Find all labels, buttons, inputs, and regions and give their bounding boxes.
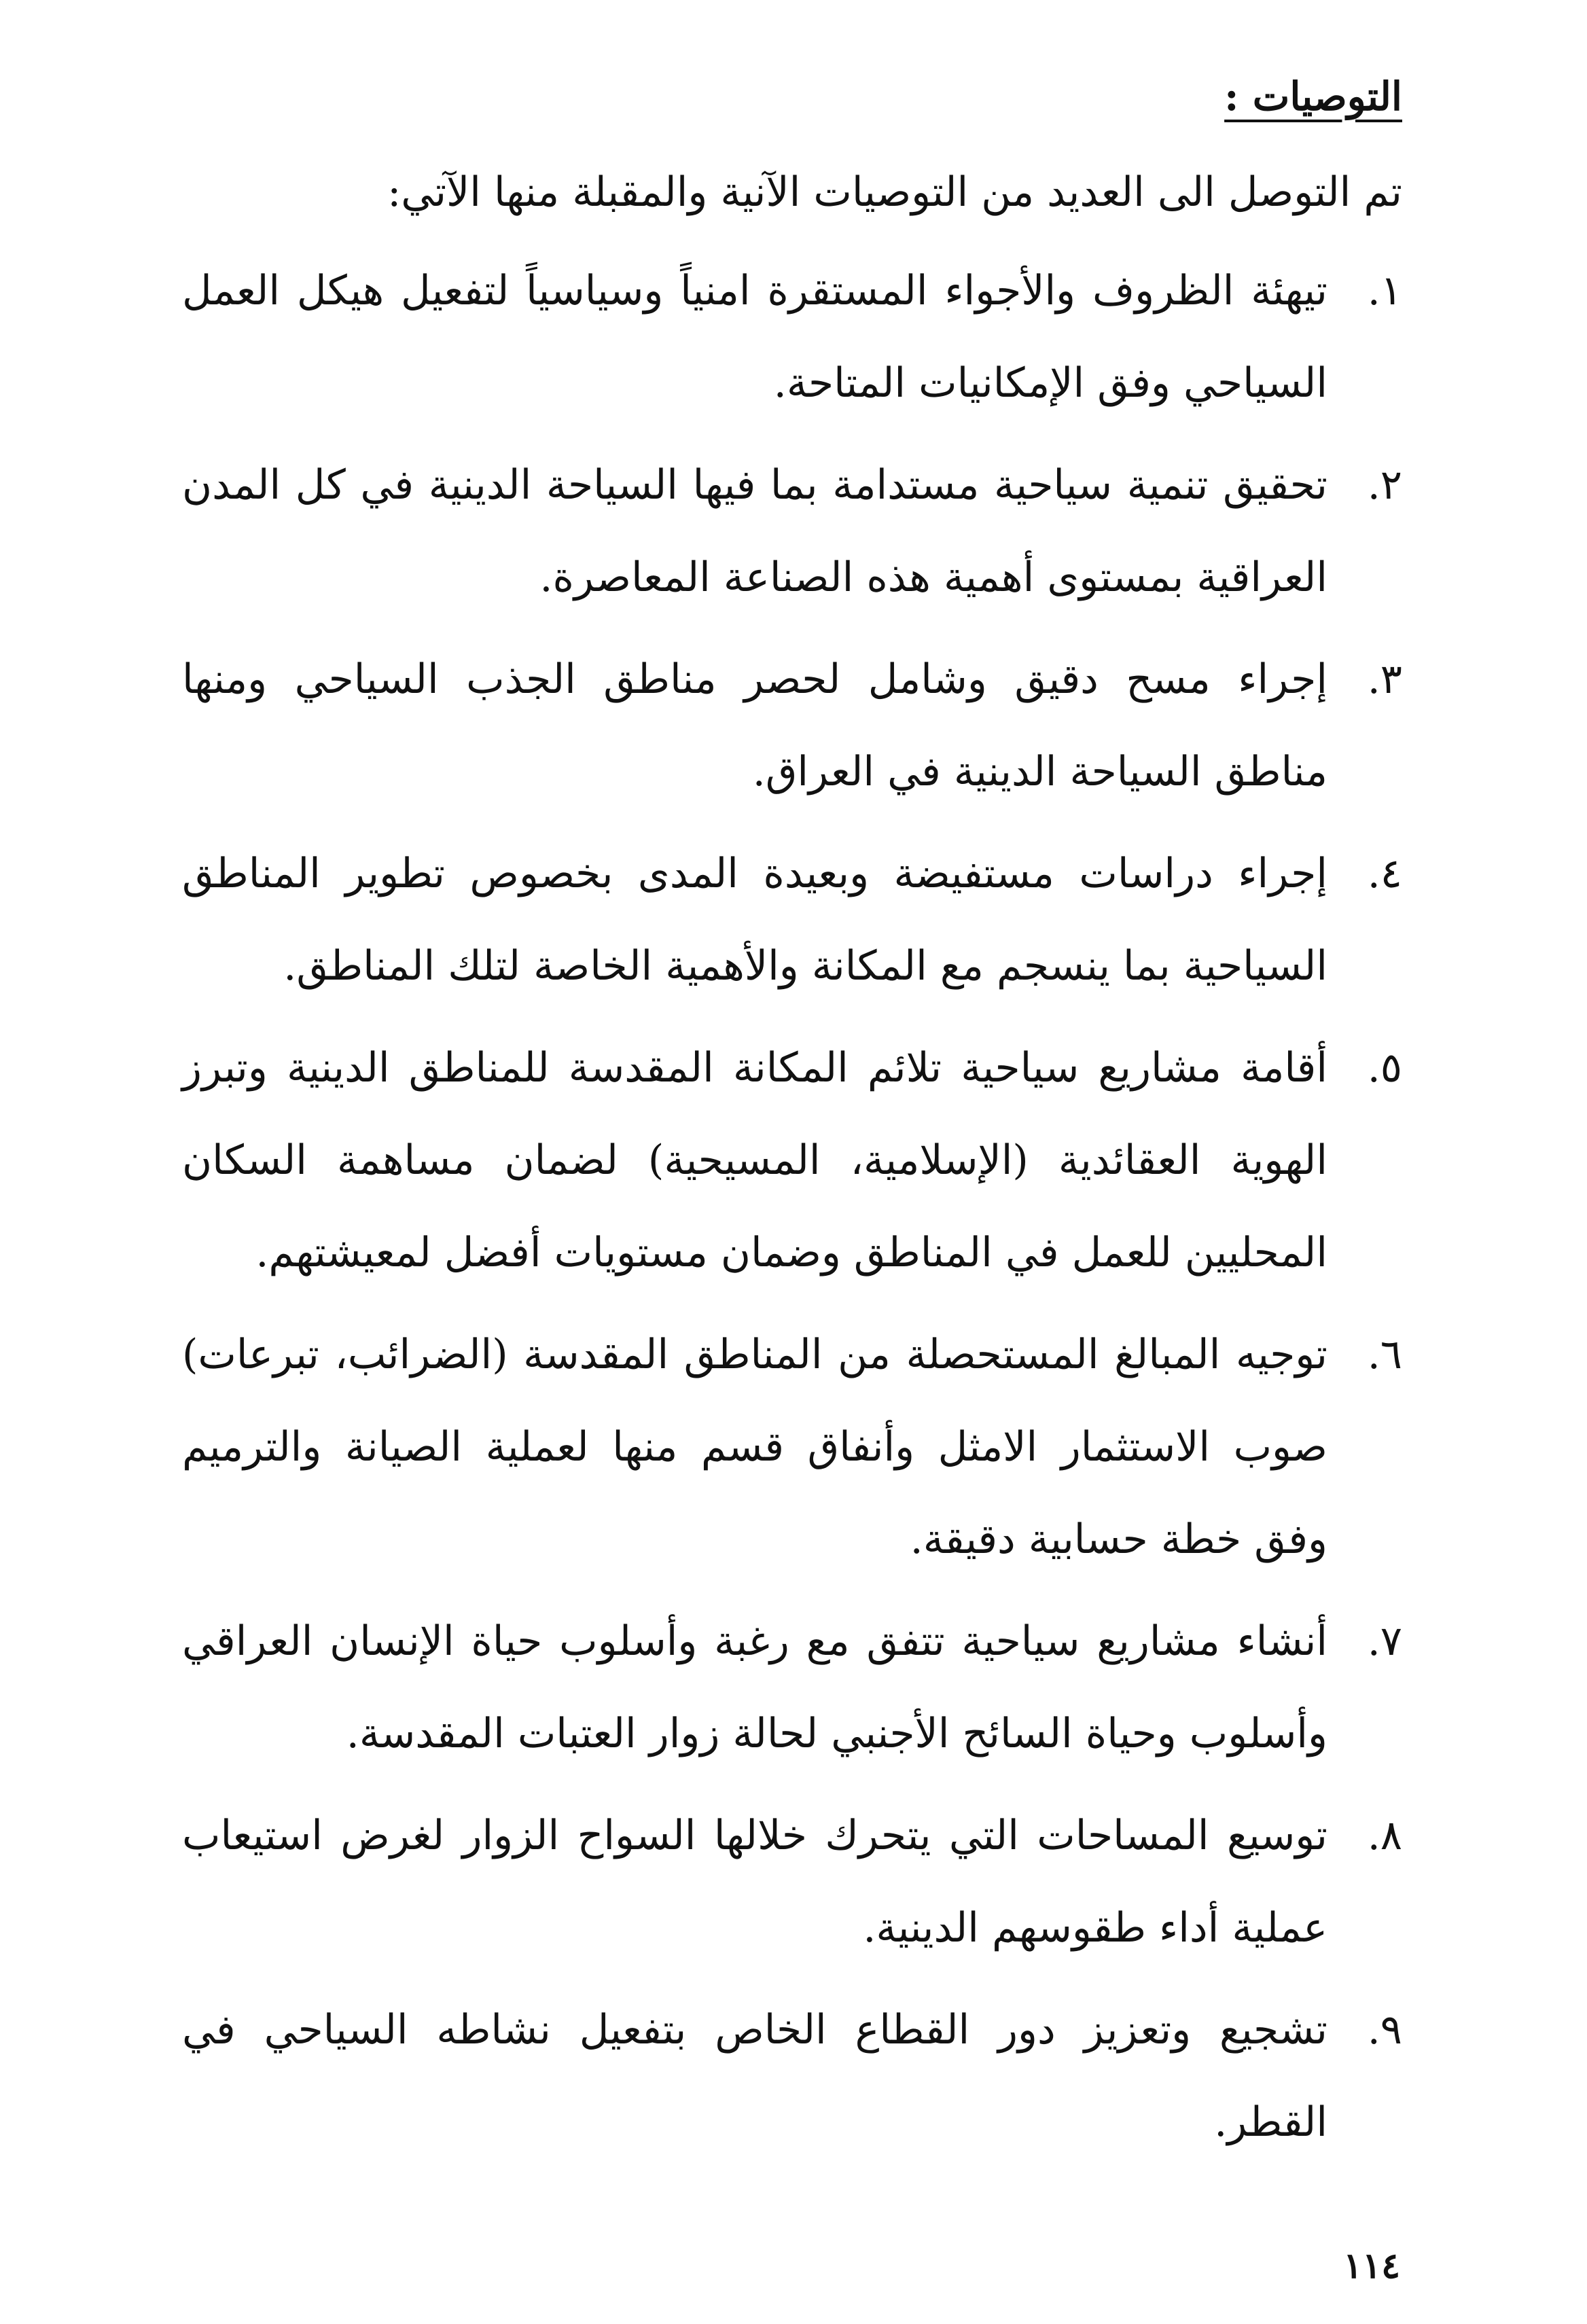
intro-paragraph: تم التوصل الى العديد من التوصيات الآنية والمقبلة منها الآتي: <box>387 168 1402 216</box>
list-item-number: ٥. <box>1367 1044 1402 1092</box>
list-item-number: ١. <box>1367 267 1402 315</box>
list-item-text: تشجيع وتعزيز دور القطاع الخاص بتفعيل نشاطه السياحي في القطر. <box>182 2006 1327 2146</box>
list-item <box>182 1984 1402 2168</box>
list-item <box>182 1595 1402 1780</box>
recommendations-list <box>182 245 1402 2178</box>
list-item <box>182 245 1402 429</box>
list-item <box>182 1308 1402 1586</box>
list-item-number: ٧. <box>1367 1617 1402 1665</box>
list-item-text: أنشاء مشاريع سياحية تتفق مع رغبة وأسلوب حياة الإنسان العراقي وأسلوب وحياة السائح الأجنبي لحالة زوار العتبات المقدسة. <box>182 1617 1327 1757</box>
list-item-number: ٣. <box>1367 656 1402 703</box>
list-item-number: ٨. <box>1367 1812 1402 1859</box>
list-item-text: إجراء دراسات مستفيضة وبعيدة المدى بخصوص تطوير المناطق السياحية بما ينسجم مع المكانة والأهمية الخاصة لتلك المناطق. <box>182 850 1327 990</box>
list-item <box>182 1789 1402 1974</box>
list-item <box>182 633 1402 818</box>
section-heading: التوصيات : <box>1224 73 1402 120</box>
list-item-number: ٤. <box>1367 850 1402 897</box>
list-item-number: ٦. <box>1367 1331 1402 1378</box>
list-item-number: ٩. <box>1367 2006 1402 2054</box>
list-item <box>182 439 1402 624</box>
list-item-number: ٢. <box>1367 461 1402 509</box>
list-item <box>182 827 1402 1012</box>
list-item-text: تيهئة الظروف والأجواء المستقرة امنياً وسياسياً لتفعيل هيكل العمل السياحي وفق الإمكانيات المتاحة. <box>182 267 1327 407</box>
list-item <box>182 1022 1402 1299</box>
list-item-text: إجراء مسح دقيق وشامل لحصر مناطق الجذب السياحي ومنها مناطق السياحة الدينية في العراق. <box>182 656 1327 795</box>
list-item-text: توجيه المبالغ المستحصلة من المناطق المقدسة (الضرائب، تبرعات) صوب الاستثمار الامثل وأنفاق قسم منها لعملية الصيانة والترميم وفق خطة حسابية دقيقة. <box>182 1331 1327 1563</box>
page-number: ١١٤ <box>1343 2245 1400 2287</box>
list-item-text: أقامة مشاريع سياحية تلائم المكانة المقدسة للمناطق الدينية وتبرز الهوية العقائدية (الإسلامية، المسيحية) لضمان مساهمة السكان المحليين للعمل في المناطق وضمان مستويات أفضل لمعيشتهم. <box>182 1044 1327 1276</box>
list-item-text: تحقيق تنمية سياحية مستدامة بما فيها السياحة الدينية في كل المدن العراقية بمستوى أهمية هذه الصناعة المعاصرة. <box>182 461 1327 601</box>
list-item-text: توسيع المساحات التي يتحرك خلالها السواح الزوار لغرض استيعاب عملية أداء طقوسهم الدينية. <box>182 1812 1327 1952</box>
